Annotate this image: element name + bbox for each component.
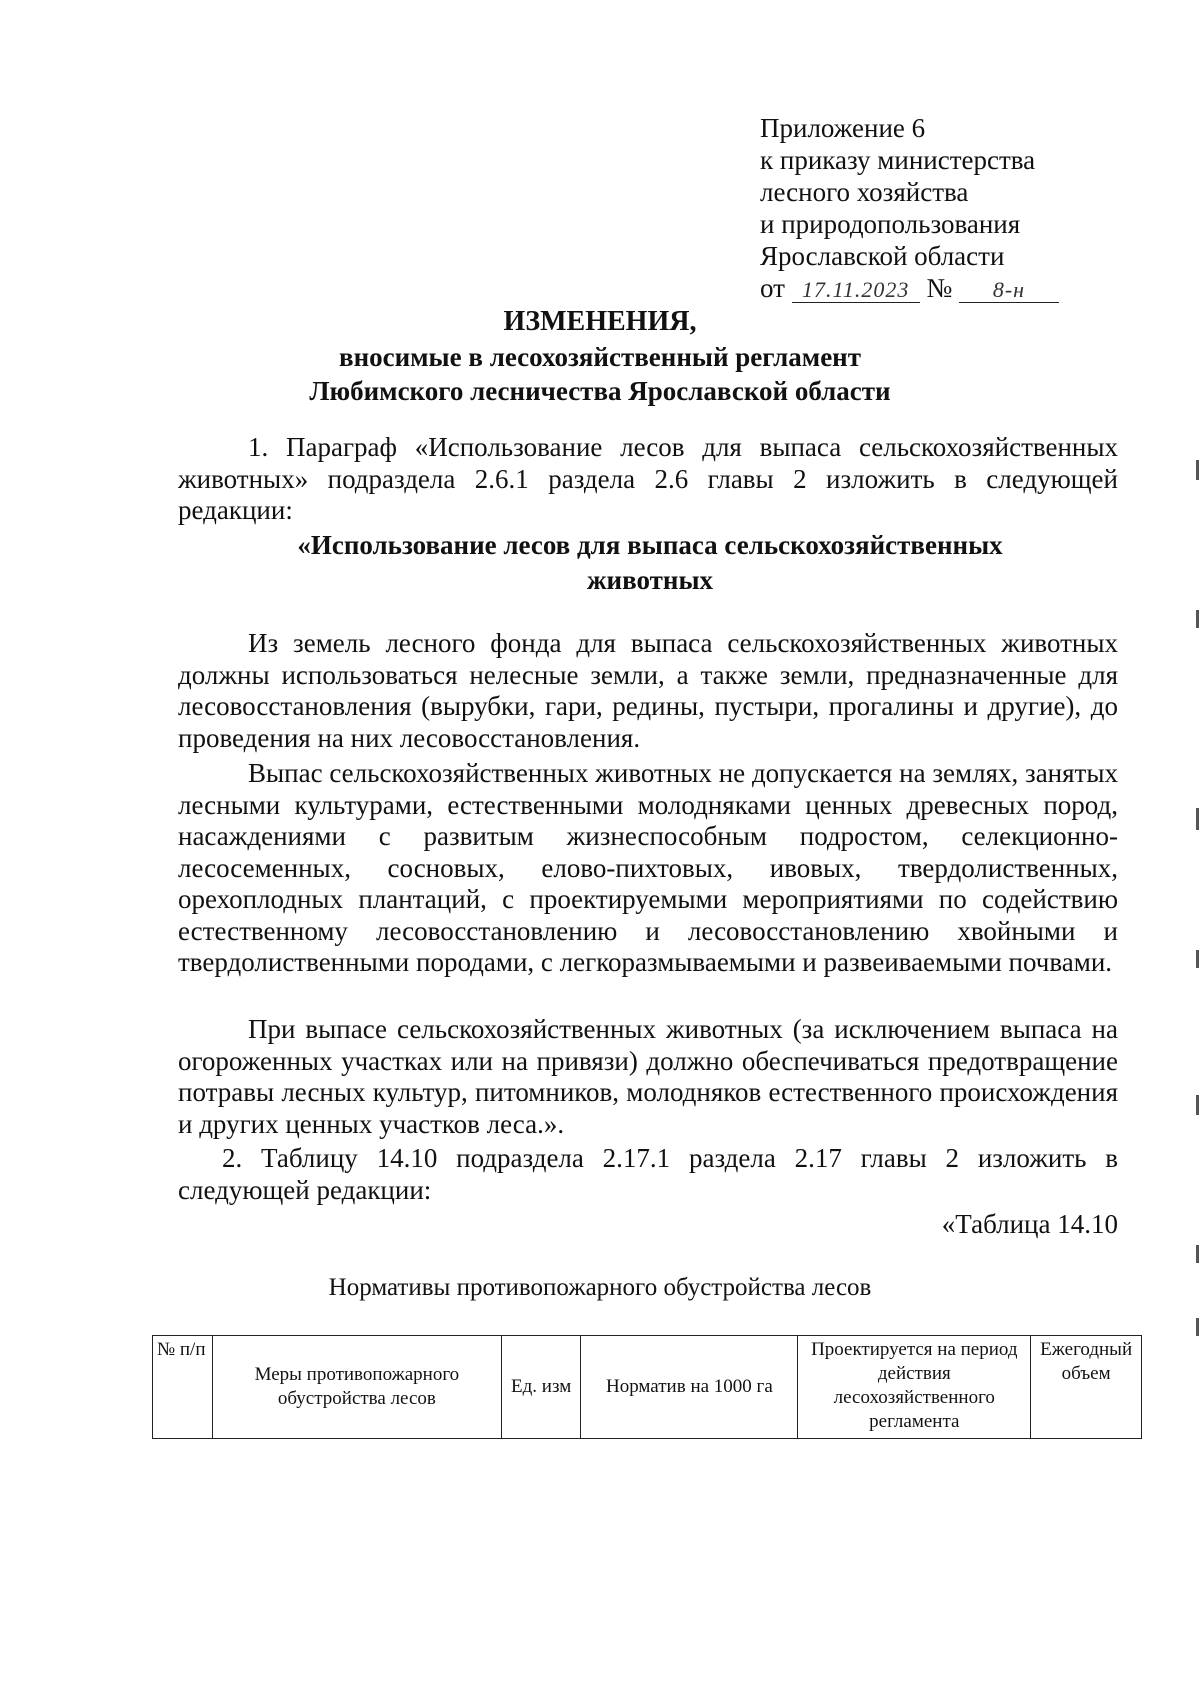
section-title-line2: животных bbox=[586, 565, 714, 595]
number-prefix: № bbox=[926, 273, 953, 303]
section-title-line1: «Использование лесов для выпаса сельскохозяйственных bbox=[297, 530, 1003, 560]
appendix-line: лесного хозяйства bbox=[760, 177, 969, 207]
table-caption: Нормативы противопожарного обустройства лесов bbox=[328, 1274, 872, 1301]
header-measures: Меры противопожарного обустройства лесов bbox=[212, 1336, 501, 1439]
appendix-line: и природопользования bbox=[760, 209, 1021, 239]
section-paragraph-3: При выпасе сельскохозяйственных животных (за исключением выпаса на огороженных участках или на привязи) должно обеспечиваться предотвращение потравы лесных культур, питомников, молодняков естественного происхождения и других ценных участков леса.». bbox=[178, 1014, 1118, 1139]
section-paragraph-1: Из земель лесного фонда для выпаса сельскохозяйственных животных должны использоваться нелесные земли, а также земли, предназначенные для лесовосстановления (вырубки, гари, редины, пустыри, прогалины и другие), до проведения на них лесовосстановления. bbox=[178, 628, 1118, 753]
appendix-block bbox=[760, 112, 1059, 304]
appendix-line: Приложение 6 bbox=[760, 113, 926, 143]
header-annual: Ежегодный объем bbox=[1031, 1336, 1142, 1439]
norms-table bbox=[152, 1335, 1142, 1439]
header-planned: Проектируется на период действия лесохозяйственного регламента bbox=[798, 1336, 1031, 1439]
appendix-line: к приказу министерства bbox=[760, 145, 1036, 175]
document-title: ИЗМЕНЕНИЯ, bbox=[503, 306, 697, 337]
header-unit: Ед. изм bbox=[501, 1336, 581, 1439]
header-num: № п/п bbox=[153, 1336, 213, 1439]
section-paragraph-2: Выпас сельскохозяйственных животных не допускается на землях, занятых лесными культурами, естественными молодняками ценных древесных пород, насаждениями с развитым жизнеспособным подростом, селекционно-лесосеменных, сосновых, елово-пихтовых, ивовых, твердолиственных, орехоплодных плантаций, с проектируемыми мероприятиями по содействию естественному лесовосстановлению и лесовосстановлению хвойными и твердолиственными породами, с легкоразмываемыми и развеиваемыми почвами. bbox=[178, 758, 1118, 977]
header-norm: Норматив на 1000 га bbox=[581, 1336, 798, 1439]
table-label: «Таблица 14.10 bbox=[941, 1209, 1118, 1239]
item-1-paragraph: 1. Параграф «Использование лесов для выпаса сельскохозяйственных животных» подраздела 2.6.1 раздела 2.6 главы 2 изложить в следующей редакции: bbox=[178, 432, 1118, 525]
order-date: 17.11.2023 bbox=[792, 278, 920, 303]
appendix-line: Ярославской области bbox=[760, 241, 1005, 271]
order-number: 8-н bbox=[959, 278, 1059, 303]
date-prefix: от bbox=[760, 273, 785, 303]
table-header-row bbox=[153, 1336, 1142, 1439]
document-subtitle-line1: вносимые в лесохозяйственный регламент bbox=[338, 342, 862, 372]
document-subtitle-line2: Любимского лесничества Ярославской области bbox=[309, 376, 891, 406]
item-2-paragraph: 2. Таблицу 14.10 подраздела 2.17.1 раздела 2.17 главы 2 изложить в следующей редакции: bbox=[178, 1143, 1118, 1205]
order-date-number-line bbox=[760, 272, 1059, 304]
